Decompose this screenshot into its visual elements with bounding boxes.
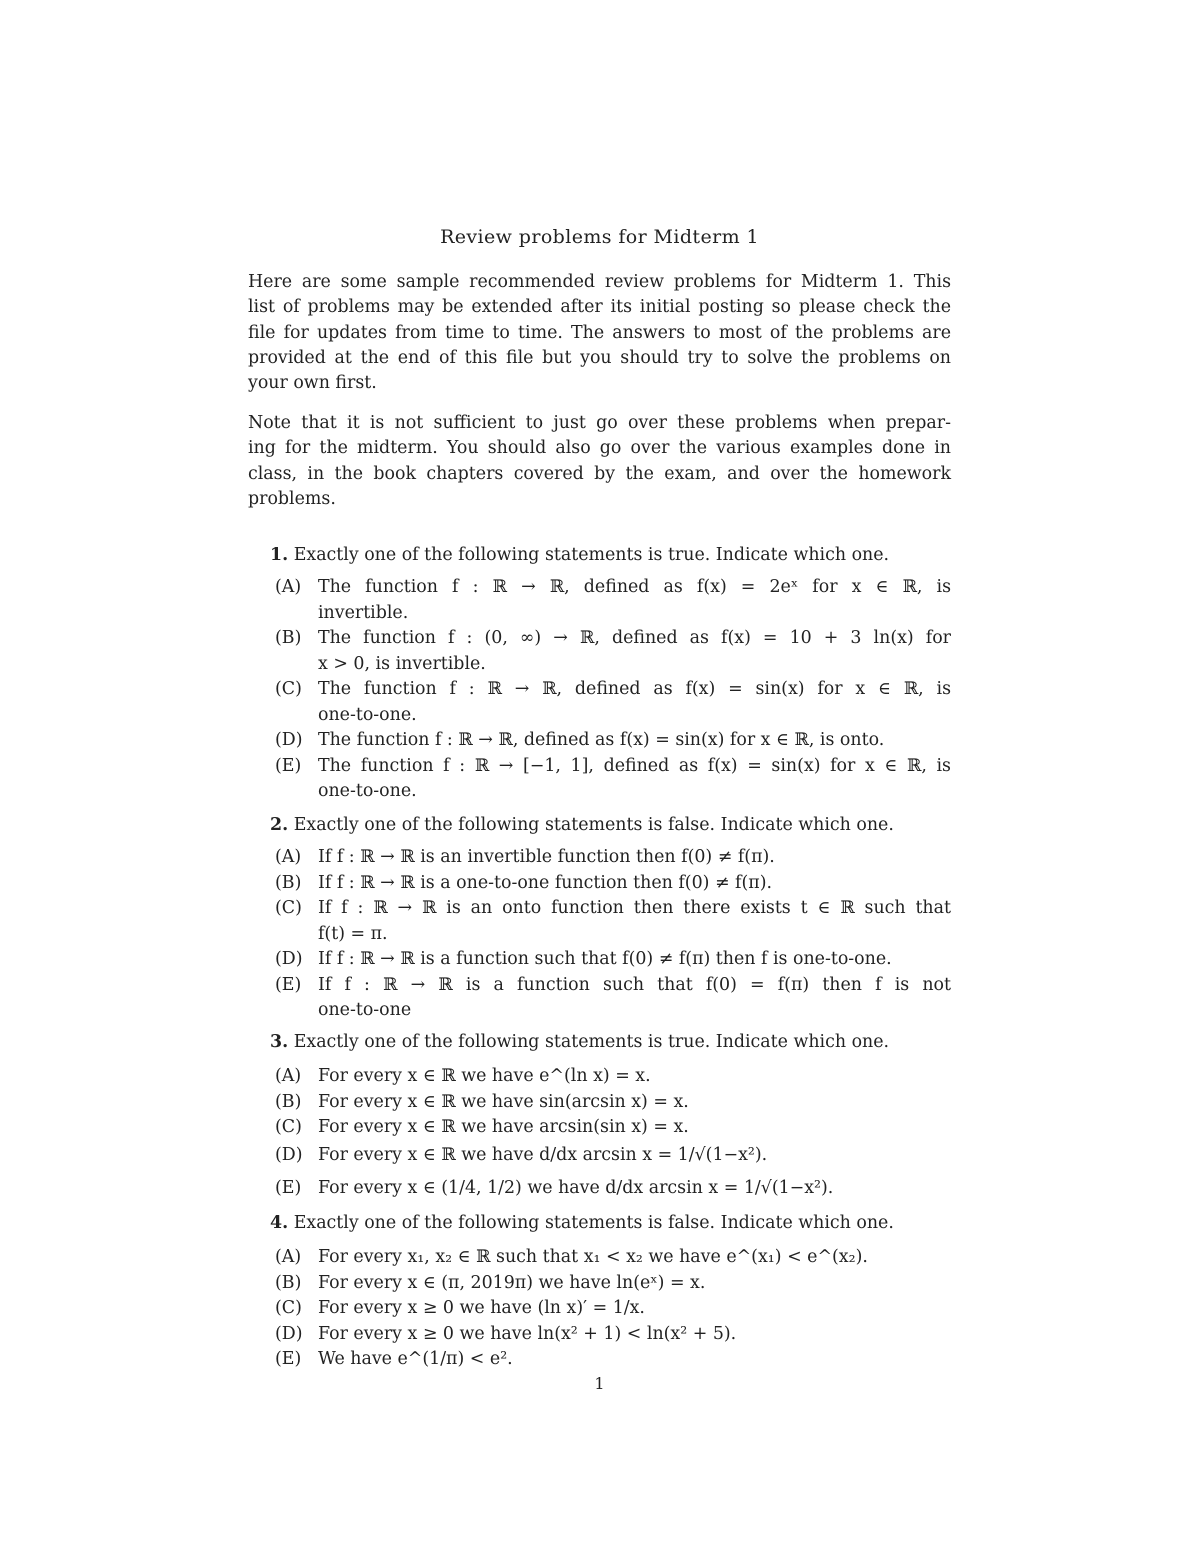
note-line: ing for the midterm. You should also go over the various examples done in (248, 438, 951, 459)
option-text: If f : ℝ → ℝ is a function such that f(0) ≠ f(π) then f is one-to-one. (318, 949, 892, 969)
option-label: (E) (275, 1349, 302, 1369)
option-c (270, 1115, 951, 1141)
option-a (270, 1245, 951, 1271)
problem-number: 1. (270, 545, 289, 565)
note-line: problems. (248, 488, 336, 509)
problem-prompt (270, 1210, 951, 1236)
option-label: (D) (275, 1144, 303, 1165)
option-text: If f : ℝ → ℝ is a one-to-one function then f(0) ≠ f(π). (318, 872, 773, 893)
option-text: x > 0, is invertible. (318, 653, 486, 674)
option-d (270, 947, 951, 973)
problem-1 (270, 542, 951, 805)
option-b (270, 871, 951, 897)
problem-number: 4. (270, 1213, 289, 1233)
option-label: (E) (275, 1178, 302, 1198)
option-label: (B) (275, 1091, 302, 1112)
option-c (270, 1296, 951, 1322)
option-text: If f : ℝ → ℝ is an onto function then there exists t ∈ ℝ such that (318, 898, 951, 918)
problem-prompt (270, 812, 951, 838)
option-text: For every x ≥ 0 we have (ln x)′ = 1/x. (318, 1298, 645, 1318)
problem-prompt-text: Exactly one of the following statements is false. Indicate which one. (293, 1213, 894, 1233)
option-a (270, 575, 951, 626)
intro-line: file for updates from time to time. The answers to most of the problems are (248, 322, 951, 343)
option-e (270, 973, 951, 1024)
intro-line: Here are some sample recommended review problems for Midterm 1. This (248, 272, 951, 292)
option-text: f(t) = π. (318, 923, 388, 944)
problem-prompt (270, 1029, 951, 1055)
option-e (270, 1347, 951, 1373)
option-label: (A) (275, 847, 302, 867)
option-d (270, 1143, 951, 1169)
option-a (270, 1064, 951, 1090)
option-text: invertible. (318, 602, 409, 623)
option-text: For every x ≥ 0 we have ln(x² + 1) < ln(x² + 5). (318, 1323, 737, 1344)
option-text: For every x ∈ ℝ we have d/dx arcsin x = 1/√(1−x²). (318, 1144, 768, 1165)
option-b (270, 626, 951, 677)
option-label: (B) (275, 872, 302, 893)
problem-prompt (270, 542, 951, 568)
option-text: For every x₁, x₂ ∈ ℝ such that x₁ < x₂ we have e^(x₁) < e^(x₂). (318, 1247, 868, 1267)
intro-line: provided at the end of this file but you should try to solve the problems on (248, 347, 951, 368)
problem-3 (270, 1029, 951, 1202)
option-label: (D) (275, 730, 303, 750)
option-d (270, 728, 951, 754)
option-label: (C) (275, 679, 302, 699)
option-label: (A) (275, 1247, 302, 1267)
option-text: The function f : ℝ → [−1, 1], defined as f(x) = sin(x) for x ∈ ℝ, is (318, 755, 951, 776)
option-text: For every x ∈ ℝ we have arcsin(sin x) = x. (318, 1117, 689, 1137)
intro-line: list of problems may be extended after its initial posting so please check the (248, 297, 951, 318)
option-text: If f : ℝ → ℝ is a function such that f(0) = f(π) then f is not (318, 974, 951, 995)
page-title: Review problems for Midterm 1 (440, 226, 759, 248)
note-line: Note that it is not sufficient to just go over these problems when prepar- (248, 413, 951, 433)
option-label: (D) (275, 949, 303, 969)
intro-line: your own first. (248, 373, 377, 394)
intro-paragraph (248, 270, 951, 396)
option-c (270, 896, 951, 947)
option-label: (C) (275, 1117, 302, 1137)
note-paragraph (248, 411, 951, 512)
option-c (270, 677, 951, 728)
option-text: one-to-one. (318, 704, 417, 725)
option-text: The function f : ℝ → ℝ, defined as f(x) = sin(x) for x ∈ ℝ, is onto. (318, 730, 885, 750)
option-e (270, 1176, 951, 1202)
option-text: The function f : (0, ∞) → ℝ, defined as f(x) = 10 + 3 ln(x) for (318, 628, 951, 648)
option-label: (D) (275, 1323, 303, 1344)
option-label: (B) (275, 628, 302, 648)
problem-number: 2. (270, 815, 289, 835)
option-label: (B) (275, 1272, 302, 1293)
problem-4 (270, 1210, 951, 1373)
note-line: class, in the book chapters covered by the exam, and over the homework (248, 463, 951, 484)
option-text: We have e^(1/π) < e². (318, 1349, 513, 1369)
option-b (270, 1271, 951, 1297)
option-e (270, 754, 951, 805)
page-number: 1 (594, 1374, 605, 1393)
option-text: one-to-one (318, 1000, 412, 1020)
option-d (270, 1322, 951, 1348)
option-a (270, 845, 951, 871)
option-text: If f : ℝ → ℝ is an invertible function then f(0) ≠ f(π). (318, 847, 775, 867)
option-text: For every x ∈ ℝ we have e^(ln x) = x. (318, 1066, 651, 1086)
option-label: (C) (275, 1298, 302, 1318)
option-text: For every x ∈ ℝ we have sin(arcsin x) = x. (318, 1091, 689, 1112)
option-text: For every x ∈ (1/4, 1/2) we have d/dx arcsin x = 1/√(1−x²). (318, 1178, 834, 1198)
problem-number: 3. (270, 1032, 289, 1052)
option-text: The function f : ℝ → ℝ, defined as f(x) = sin(x) for x ∈ ℝ, is (318, 679, 951, 699)
problem-prompt-text: Exactly one of the following statements is true. Indicate which one. (293, 1032, 890, 1052)
problem-prompt-text: Exactly one of the following statements is false. Indicate which one. (293, 815, 894, 835)
option-label: (C) (275, 898, 302, 918)
option-label: (A) (275, 1066, 302, 1086)
option-text: For every x ∈ (π, 2019π) we have ln(eˣ) = x. (318, 1272, 706, 1293)
option-text: one-to-one. (318, 781, 417, 801)
option-b (270, 1090, 951, 1116)
option-text: The function f : ℝ → ℝ, defined as f(x) = 2eˣ for x ∈ ℝ, is (318, 577, 951, 597)
option-label: (E) (275, 755, 302, 776)
option-label: (A) (275, 577, 302, 597)
problem-2 (270, 812, 951, 1024)
problem-prompt-text: Exactly one of the following statements is true. Indicate which one. (293, 545, 890, 565)
option-label: (E) (275, 974, 302, 995)
